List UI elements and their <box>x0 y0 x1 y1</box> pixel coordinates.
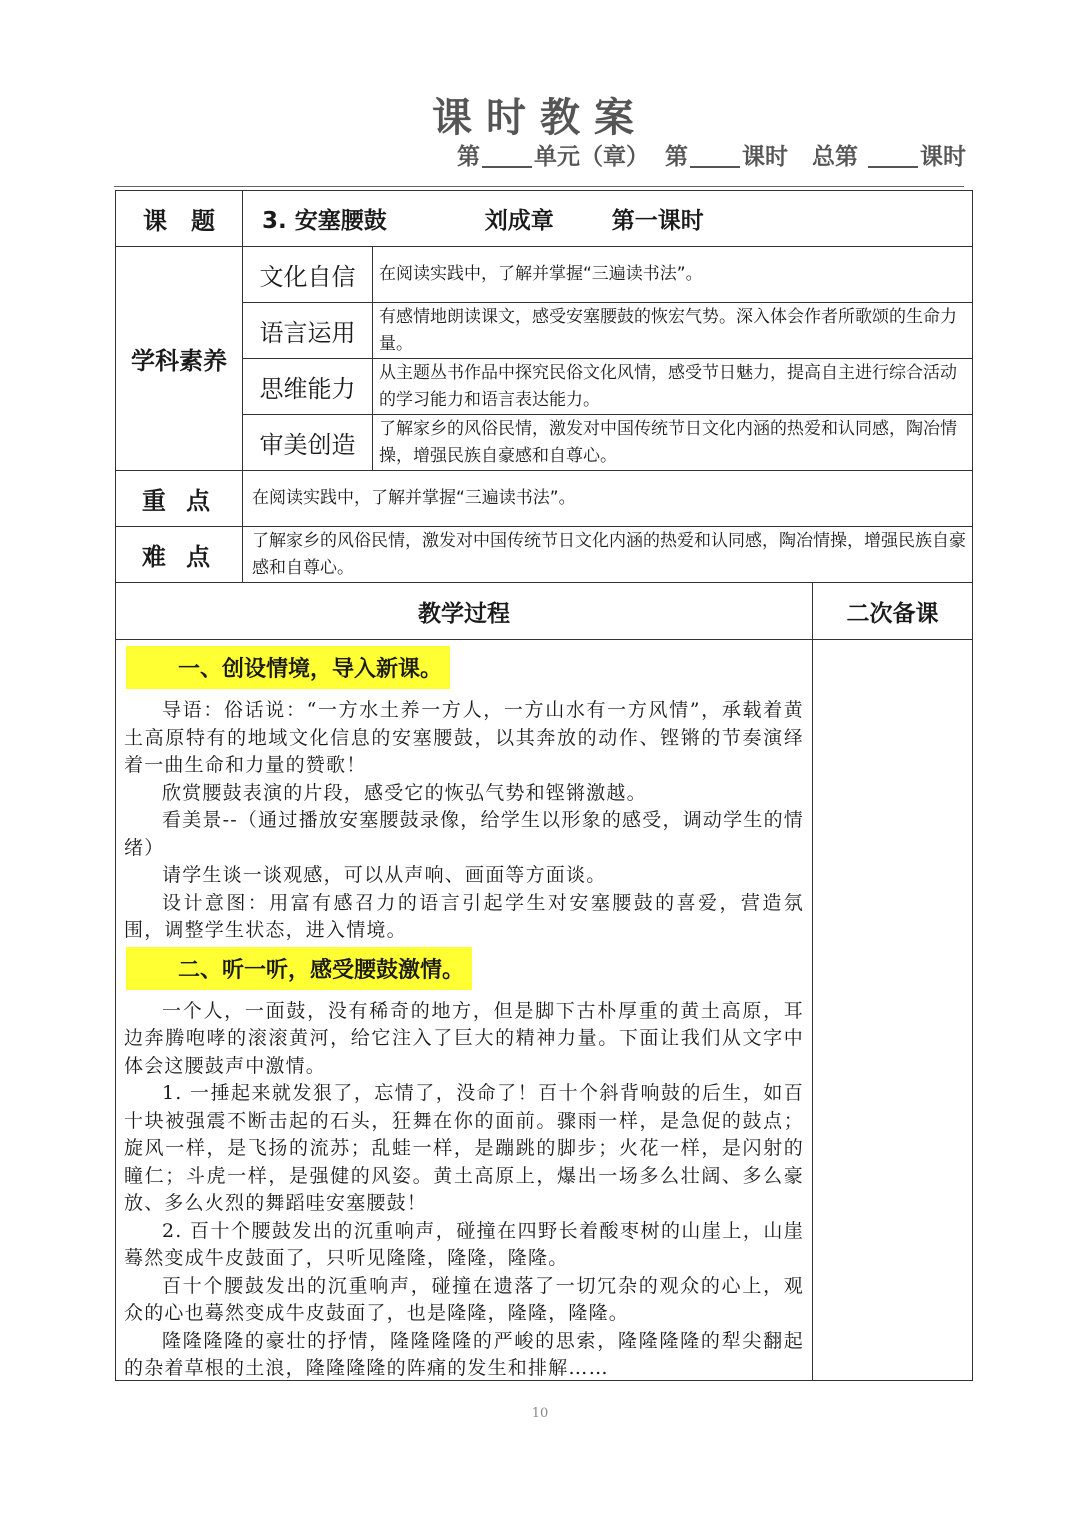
paragraph: 导语：俗话说：“一方水土养一方人，一方山水有一方风情”，承载着黄土高原特有的地域文化信息的安塞腰鼓，以其奔放的动作、铿锵的节奏演绎着一曲生命和力量的赞歌！ <box>124 699 804 776</box>
paragraph: 百十个腰鼓发出的沉重响声，碰撞在遗落了一切冗杂的观众的心上，观众的心也蓦然变成牛皮鼓面了，也是隆隆，隆隆，隆隆。 <box>124 1274 804 1324</box>
section-heading-intro: 一、创设情境，导入新课。 <box>126 646 450 689</box>
paragraph: 一个人，一面鼓，没有稀奇的地方，但是脚下古朴厚重的黄土高原，耳边奔腾咆哮的滚滚黄河，给它注入了巨大的精神力量。下面让我们从文字中体会这腰鼓声中激情。 <box>124 999 804 1077</box>
competency-text-cultural: 在阅读实践中，了解并掌握“三遍读书法”。 <box>379 264 703 284</box>
unit-lesson-line <box>457 138 966 171</box>
header-rule <box>114 186 964 187</box>
competency-text-thinking: 从主题丛书作品中探究民俗文化风情，感受节日魅力，提高自主进行综合活动的学习能力和语言表达能力。 <box>379 362 957 410</box>
topic-value: 3. 安塞腰鼓 <box>262 208 387 234</box>
author-name: 刘成章 <box>484 208 554 234</box>
topic-row <box>262 191 962 246</box>
unit-blank <box>482 146 532 168</box>
lesson-period: 第一课时 <box>611 208 704 234</box>
key-point-text: 在阅读实践中，了解并掌握“三遍读书法”。 <box>252 488 576 508</box>
page-title: 课时教案 <box>432 95 648 141</box>
process-header: 教学过程 <box>418 600 510 627</box>
competency-text-language: 有感情地朗读课文，感受安塞腰鼓的恢宏气势。深入体会作者所歌颂的生命力量。 <box>379 306 957 354</box>
lesson-prefix: 第 <box>664 144 688 170</box>
difficulty-text: 了解家乡的风俗民情，激发对中国传统节日文化内涵的热爱和认同感，陶冶情操，增强民族自豪感和自尊心。 <box>252 530 966 578</box>
unit-prefix: 第 <box>456 144 480 170</box>
paragraph: 设计意图：用富有感召力的语言引起学生对安塞腰鼓的喜爱，营造氛围，调整学生状态，进入情境。 <box>124 891 804 941</box>
page-number: 10 <box>531 1406 549 1421</box>
teaching-process-body <box>124 640 804 1383</box>
competency-name-language: 语言运用 <box>259 319 356 347</box>
revision-header: 二次备课 <box>846 600 939 627</box>
table-rule <box>812 582 813 1381</box>
paragraph: 欣赏腰鼓表演的片段，感受它的恢弘气势和铿锵激越。 <box>162 781 647 804</box>
competency-name-thinking: 思维能力 <box>259 375 356 403</box>
section-heading-listen: 二、听一听，感受腰鼓激情。 <box>126 947 472 990</box>
topic-label: 课 题 <box>143 207 215 235</box>
competency-text-aesthetic: 了解家乡的风俗民情，激发对中国传统节日文化内涵的热爱和认同感，陶冶情操，增强民族自豪感和自尊心。 <box>379 418 957 466</box>
paragraph: 1. 一捶起来就发狠了，忘情了，没命了！百十个斜背响鼓的后生，如百十块被强震不断击起的石头，狂舞在你的面前。骤雨一样，是急促的鼓点；旋风一样，是飞扬的流苏；乱蛙一样，是蹦跳的脚步；火花一样，是闪射的瞳仁；斗虎一样，是强健的风姿。黄土高原上，爆出一场多么壮阔、多么豪放、多么火烈的舞蹈哇安塞腰鼓！ <box>124 1082 804 1214</box>
table-rule <box>372 246 373 470</box>
paragraph: 2. 百十个腰鼓发出的沉重响声，碰撞在四野长着酸枣树的山崖上，山崖蓦然变成牛皮鼓面了，只听见隆隆，隆隆，隆隆。 <box>124 1219 804 1269</box>
competency-name-cultural: 文化自信 <box>259 263 356 291</box>
total-prefix: 总第 <box>811 144 858 170</box>
total-label: 课时 <box>920 144 966 170</box>
lesson-label: 课时 <box>741 144 788 170</box>
lesson-blank <box>690 146 740 168</box>
unit-label: 单元（章） <box>533 144 649 170</box>
total-blank <box>868 146 918 168</box>
competency-name-aesthetic: 审美创造 <box>259 431 356 459</box>
difficulty-label: 难 点 <box>141 543 217 571</box>
key-point-label: 重 点 <box>141 487 217 515</box>
paragraph: 请学生谈一谈观感，可以从声响、画面等方面谈。 <box>162 864 607 886</box>
paragraph: 看美景--（通过播放安塞腰鼓录像，给学生以形象的感受，调动学生的情绪） <box>124 809 804 859</box>
paragraph: 隆隆隆隆的豪壮的抒情，隆隆隆隆的严峻的思索，隆隆隆隆的犁尖翻起的杂着草根的土浪，隆隆隆隆的阵痛的发生和排解…… <box>124 1329 804 1379</box>
competency-label: 学科素养 <box>131 347 227 375</box>
